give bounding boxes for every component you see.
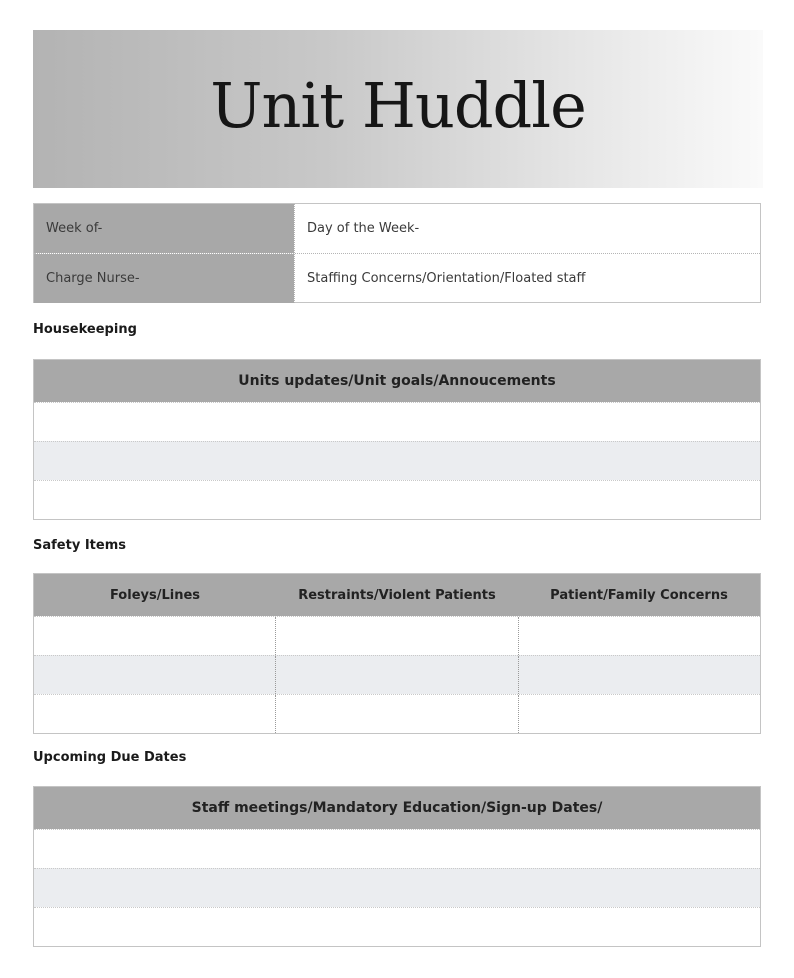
info-row	[34, 253, 760, 303]
upcoming-due-dates-table	[33, 786, 761, 947]
housekeeping-table	[33, 359, 761, 520]
housekeeping-row[interactable]	[34, 441, 760, 480]
safety-items-heading: Safety Items	[33, 538, 126, 553]
patient-family-concerns-header: Patient/Family Concerns	[550, 587, 728, 603]
safety-cell[interactable]	[275, 617, 517, 655]
safety-cell[interactable]	[518, 617, 760, 655]
safety-row	[34, 655, 760, 694]
page-title: Unit Huddle	[210, 68, 586, 142]
safety-cell[interactable]	[34, 617, 275, 655]
safety-row	[34, 616, 760, 655]
safety-items-table	[33, 573, 761, 734]
upcoming-header: Staff meetings/Mandatory Education/Sign-up Dates/	[34, 787, 760, 829]
day-of-week-field[interactable]: Day of the Week-	[294, 204, 760, 253]
safety-cell[interactable]	[275, 695, 517, 733]
upcoming-row[interactable]	[34, 907, 760, 946]
safety-row	[34, 694, 760, 733]
safety-cell[interactable]	[275, 656, 517, 694]
housekeeping-row[interactable]	[34, 402, 760, 441]
upcoming-due-dates-heading: Upcoming Due Dates	[33, 750, 187, 765]
staffing-concerns-field[interactable]: Staffing Concerns/Orientation/Floated staff	[294, 254, 760, 303]
safety-cell[interactable]	[34, 695, 275, 733]
safety-cell[interactable]	[518, 695, 760, 733]
upcoming-row[interactable]	[34, 868, 760, 907]
safety-cell[interactable]	[518, 656, 760, 694]
foleys-lines-header: Foleys/Lines	[109, 587, 201, 603]
upcoming-row[interactable]	[34, 829, 760, 868]
charge-nurse-label: Charge Nurse-	[34, 254, 294, 303]
housekeeping-row[interactable]	[34, 480, 760, 519]
safety-header-row	[34, 574, 760, 616]
housekeeping-heading: Housekeeping	[33, 322, 137, 337]
restraints-header: Restraints/Violent Patients	[298, 587, 496, 603]
safety-cell[interactable]	[34, 656, 275, 694]
week-of-label: Week of-	[34, 204, 294, 253]
huddle-info-table	[33, 203, 761, 303]
info-row	[34, 204, 760, 253]
title-banner	[33, 30, 763, 188]
housekeeping-header: Units updates/Unit goals/Annoucements	[34, 360, 760, 402]
